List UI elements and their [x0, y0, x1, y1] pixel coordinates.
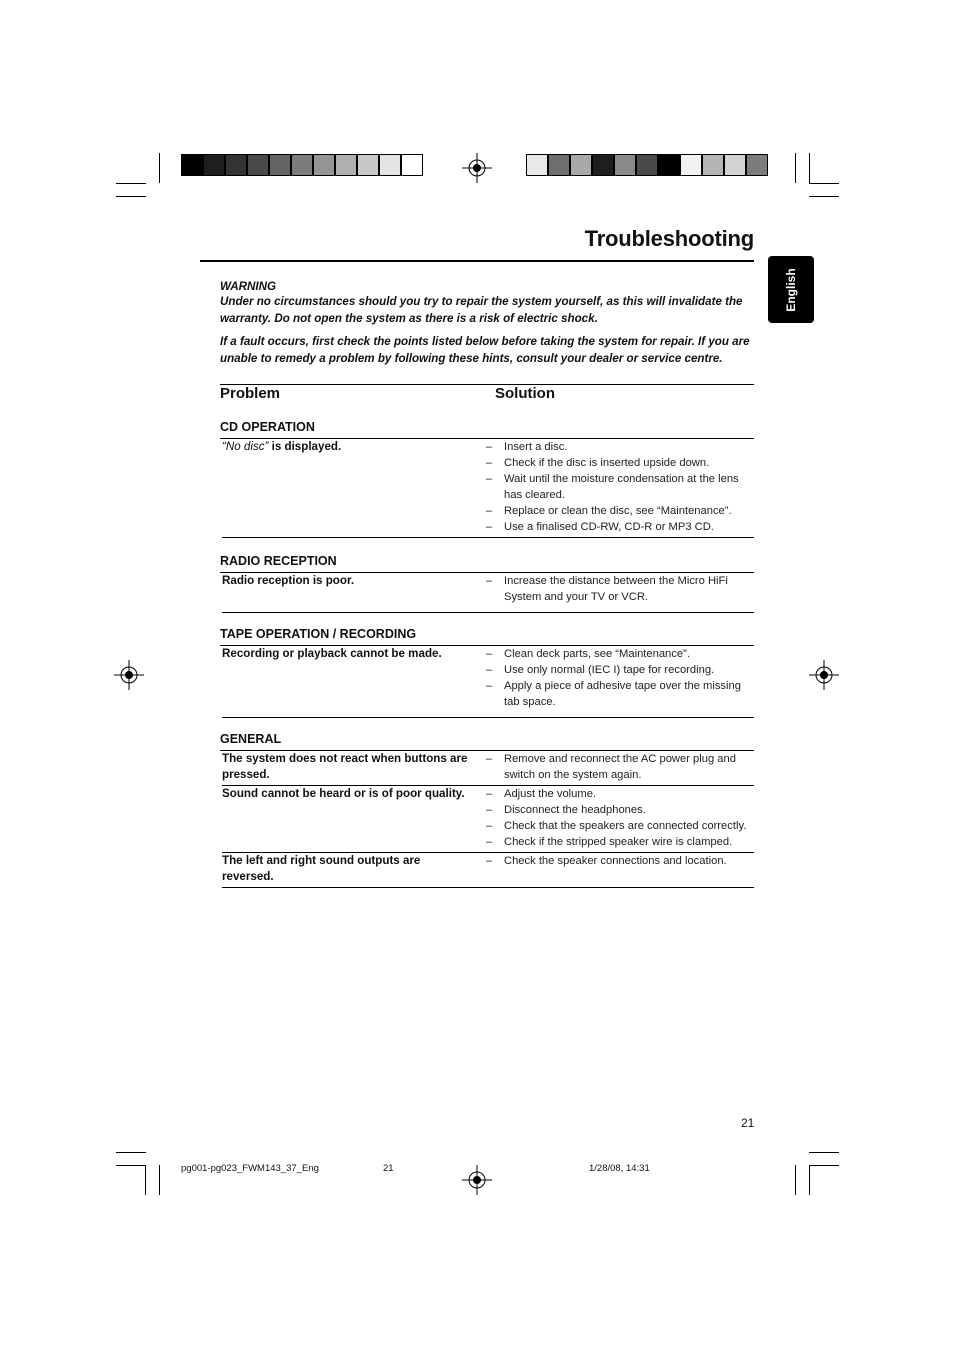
row-rule	[222, 717, 754, 718]
section-title-cd-operation: CD OPERATION	[220, 420, 315, 434]
color-swatch	[181, 154, 203, 176]
row-rule	[222, 612, 754, 613]
solution-list-no-disc	[486, 439, 756, 535]
registration-mark-icon	[462, 153, 492, 183]
color-swatch	[335, 154, 357, 176]
solution-item: – Remove and reconnect the AC power plug and switch on the system again.	[486, 751, 756, 783]
section-title-tape-operation: TAPE OPERATION / RECORDING	[220, 627, 417, 641]
color-bar-left	[181, 154, 423, 176]
problem-reversed-outputs: The left and right sound outputs are reversed.	[222, 854, 421, 883]
color-swatch	[269, 154, 291, 176]
language-tab-label: English	[784, 267, 798, 312]
problem-radio-reception: Radio reception is poor.	[222, 574, 355, 587]
solution-item: – Insert a disc.	[486, 439, 756, 455]
problem-no-button-reaction: The system does not react when buttons are pressed.	[222, 752, 468, 781]
color-swatch	[203, 154, 225, 176]
warning-note: If a fault occurs, first check the points listed below before taking the system for repair. If you are unable to remedy a problem by following these hints, consult your dealer or service centre.	[220, 335, 750, 365]
solution-list-reversed-outputs	[486, 853, 756, 869]
table-top-rule	[220, 384, 754, 385]
solution-list-sound-quality	[486, 786, 756, 850]
solution-item: – Check if the disc is inserted upside down.	[486, 455, 756, 471]
solution-item: – Apply a piece of adhesive tape over the missing tab space.	[486, 678, 756, 710]
solution-list-no-button-reaction	[486, 751, 756, 783]
solution-item: – Disconnect the headphones.	[486, 802, 756, 818]
column-heading-problem: Problem	[220, 385, 281, 402]
warning-heading: WARNING	[220, 280, 277, 293]
registration-mark-icon	[114, 660, 144, 690]
problem-no-disc	[222, 439, 474, 455]
solution-list-radio-reception	[486, 573, 756, 605]
color-swatch	[570, 154, 592, 176]
problem-sound-quality: Sound cannot be heard or is of poor quality.	[222, 787, 465, 800]
color-swatch	[401, 154, 423, 176]
color-swatch	[548, 154, 570, 176]
color-swatch	[746, 154, 768, 176]
language-tab	[768, 256, 814, 323]
color-swatch	[680, 154, 702, 176]
solution-item: – Clean deck parts, see “Maintenance”.	[486, 646, 756, 662]
problem-italic-text: “No disc”	[222, 440, 269, 453]
color-bar-right	[526, 154, 768, 176]
solution-item: – Check if the stripped speaker wire is clamped.	[486, 834, 756, 850]
footer-page: 21	[383, 1163, 394, 1174]
registration-mark-icon	[462, 1165, 492, 1195]
problem-recording-playback: Recording or playback cannot be made.	[222, 647, 442, 660]
color-swatch	[614, 154, 636, 176]
color-swatch	[225, 154, 247, 176]
color-swatch	[526, 154, 548, 176]
solution-item: – Check that the speakers are connected correctly.	[486, 818, 756, 834]
solution-item: – Increase the distance between the Micro HiFi System and your TV or VCR.	[486, 573, 756, 605]
color-swatch	[636, 154, 658, 176]
warning-text: Under no circumstances should you try to repair the system yourself, as this will invalidate the warranty. Do not open the system as there is a risk of electric shock.	[220, 295, 743, 325]
solution-item: – Use only normal (IEC I) tape for recording.	[486, 662, 756, 678]
section-title-general: GENERAL	[220, 732, 282, 746]
solution-item: – Check the speaker connections and location.	[486, 853, 756, 869]
color-swatch	[379, 154, 401, 176]
page-number: 21	[741, 1116, 755, 1130]
color-swatch	[658, 154, 680, 176]
solution-item: – Use a finalised CD-RW, CD-R or MP3 CD.	[486, 519, 756, 535]
color-swatch	[357, 154, 379, 176]
color-swatch	[313, 154, 335, 176]
color-swatch	[592, 154, 614, 176]
color-swatch	[724, 154, 746, 176]
problem-text: is displayed.	[268, 440, 342, 453]
row-rule	[222, 537, 754, 538]
solution-item: – Replace or clean the disc, see “Maintenance”.	[486, 503, 756, 519]
title-rule	[200, 260, 754, 262]
footer-file-name: pg001-pg023_FWM143_37_Eng	[181, 1163, 319, 1174]
solution-item: – Wait until the moisture condensation at the lens has cleared.	[486, 471, 756, 503]
page-title: Troubleshooting	[584, 226, 754, 251]
registration-mark-icon	[809, 660, 839, 690]
color-swatch	[291, 154, 313, 176]
color-swatch	[247, 154, 269, 176]
row-rule	[222, 887, 754, 888]
column-heading-solution: Solution	[495, 385, 555, 402]
solution-list-recording-playback	[486, 646, 756, 710]
color-swatch	[702, 154, 724, 176]
section-title-radio-reception: RADIO RECEPTION	[220, 554, 337, 568]
solution-item: – Adjust the volume.	[486, 786, 756, 802]
footer-date: 1/28/08, 14:31	[589, 1163, 650, 1174]
